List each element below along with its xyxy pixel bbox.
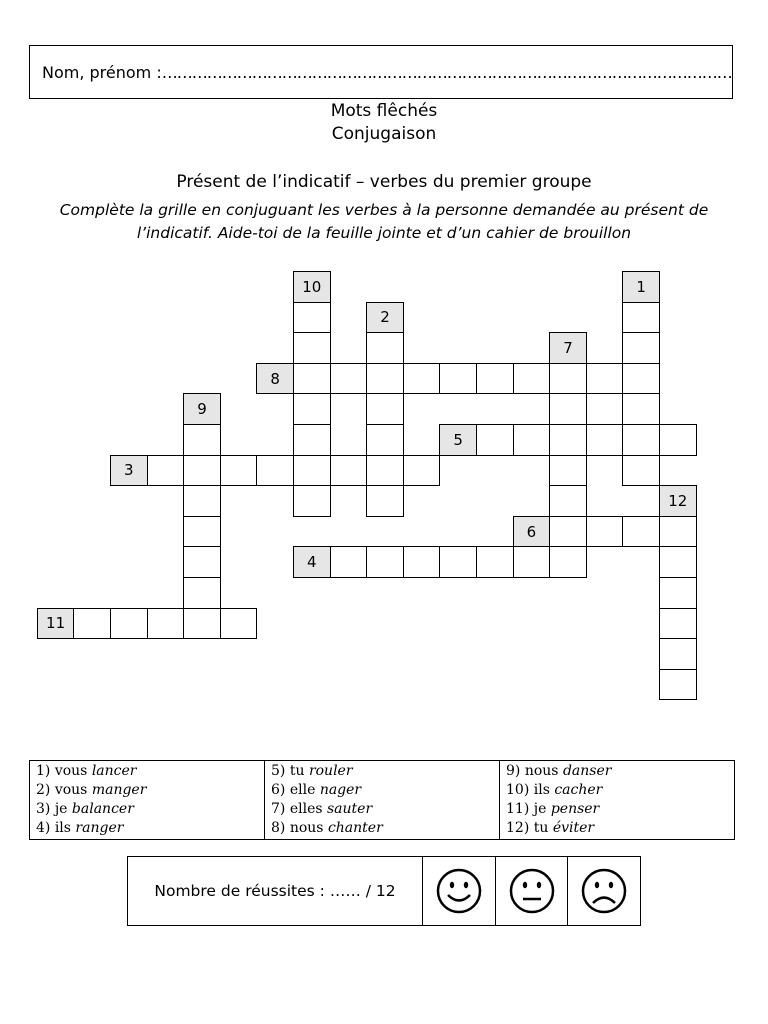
grid-cell[interactable] (110, 608, 148, 640)
grid-cell[interactable] (366, 332, 404, 364)
clue-verb: chanter (327, 820, 383, 836)
clue-verb: danser (562, 763, 612, 779)
clue-number-5: 5 (439, 424, 477, 456)
clue-pronoun: tu (289, 763, 305, 779)
clue-item (506, 819, 734, 838)
clue-number: 10) (506, 782, 530, 798)
neutral-face-option[interactable] (496, 857, 569, 925)
grid-cell[interactable] (476, 363, 514, 395)
clue-item (36, 819, 264, 838)
grid-cell[interactable] (366, 424, 404, 456)
clue-item (506, 781, 734, 800)
clue-verb: nager (319, 782, 362, 798)
grid-cell[interactable] (549, 363, 587, 395)
clue-verb: balancer (71, 801, 134, 817)
grid-cell[interactable] (293, 332, 331, 364)
grid-cell[interactable] (183, 485, 221, 517)
grid-cell[interactable] (330, 546, 368, 578)
grid-cell[interactable] (586, 363, 624, 395)
clue-number-8: 8 (256, 363, 294, 395)
grid-cell[interactable] (513, 424, 551, 456)
clue-pronoun: vous (54, 763, 88, 779)
clue-number-4: 4 (293, 546, 331, 578)
grid-cell[interactable] (183, 455, 221, 487)
clue-item (36, 781, 264, 800)
grid-cell[interactable] (403, 546, 441, 578)
worksheet-subtitle: Présent de l’indicatif – verbes du premier groupe (176, 172, 592, 192)
clue-item (271, 762, 499, 781)
clue-pronoun: tu (533, 820, 549, 836)
grid-cell[interactable] (293, 393, 331, 425)
clue-number-11: 11 (37, 608, 75, 640)
grid-cell[interactable] (403, 455, 441, 487)
grid-cell[interactable] (183, 424, 221, 456)
grid-cell[interactable] (622, 363, 660, 395)
clue-item (36, 762, 264, 781)
clue-number-3: 3 (110, 455, 148, 487)
name-dots: …………………………………………………………………………………………………… (161, 62, 732, 82)
clue-pronoun: elle (289, 782, 316, 798)
instructions: Complète la grille en conjuguant les verbes à la personne demandée au présent de l’indicatif. Aide-toi de la feuille jointe et d’un cahier de brouillon (59, 201, 709, 242)
grid-cell[interactable] (330, 363, 368, 395)
grid-cell[interactable] (659, 608, 697, 640)
grid-cell[interactable] (622, 302, 660, 334)
clue-verb: manger (91, 782, 147, 798)
clue-pronoun: je (533, 801, 547, 817)
grid-cell[interactable] (293, 485, 331, 517)
grid-cell[interactable] (293, 363, 331, 395)
grid-cell[interactable] (183, 516, 221, 548)
clue-number-7: 7 (549, 332, 587, 364)
clue-number: 11) (506, 801, 530, 817)
score-total: / 12 (365, 882, 396, 900)
grid-cell[interactable] (513, 546, 551, 578)
grid-cell[interactable] (439, 363, 477, 395)
clue-number-6: 6 (513, 516, 551, 548)
grid-cell[interactable] (366, 393, 404, 425)
name-label: Nom, prénom : (42, 62, 162, 82)
clue-number: 9) (506, 763, 521, 779)
clue-verb: penser (550, 801, 600, 817)
grid-cell[interactable] (403, 363, 441, 395)
grid-cell[interactable] (622, 424, 660, 456)
grid-cell[interactable] (659, 546, 697, 578)
name-field[interactable] (29, 45, 733, 99)
grid-cell[interactable] (659, 669, 697, 701)
clue-number-2: 2 (366, 302, 404, 334)
clue-verb: rouler (308, 763, 353, 779)
happy-face-icon (435, 867, 483, 915)
grid-cell[interactable] (622, 455, 660, 487)
grid-cell[interactable] (513, 363, 551, 395)
sad-face-option[interactable] (568, 857, 640, 925)
clue-verb: éviter (552, 820, 595, 836)
clue-number-1: 1 (622, 271, 660, 303)
grid-cell[interactable] (220, 608, 258, 640)
clue-pronoun: ils (533, 782, 550, 798)
grid-cell[interactable] (147, 608, 185, 640)
clue-column (30, 761, 264, 839)
score-label: Nombre de réussites : (154, 882, 325, 900)
clue-number-12: 12 (659, 485, 697, 517)
score-text (128, 857, 423, 925)
clue-item (271, 819, 499, 838)
worksheet-topic: Conjugaison (331, 124, 437, 144)
grid-cell[interactable] (586, 424, 624, 456)
clue-pronoun: nous (289, 820, 324, 836)
grid-cell[interactable] (476, 424, 514, 456)
grid-cell[interactable] (183, 577, 221, 609)
grid-cell[interactable] (147, 455, 185, 487)
grid-cell[interactable] (183, 546, 221, 578)
grid-cell[interactable] (659, 638, 697, 670)
clue-verb: cacher (554, 782, 603, 798)
grid-cell[interactable] (439, 546, 477, 578)
clue-number: 12) (506, 820, 530, 836)
grid-cell[interactable] (330, 455, 368, 487)
clue-number: 2) (36, 782, 51, 798)
grid-cell[interactable] (622, 393, 660, 425)
clue-pronoun: vous (54, 782, 88, 798)
score-box (127, 856, 641, 926)
grid-cell[interactable] (549, 516, 587, 548)
grid-cell[interactable] (366, 546, 404, 578)
grid-cell[interactable] (366, 363, 404, 395)
clue-verb: lancer (91, 763, 137, 779)
sad-face-icon (580, 867, 628, 915)
grid-cell[interactable] (549, 546, 587, 578)
grid-cell[interactable] (549, 485, 587, 517)
clue-item (271, 781, 499, 800)
grid-cell[interactable] (220, 455, 258, 487)
clue-column (499, 761, 734, 839)
clue-number: 1) (36, 763, 51, 779)
clue-item (506, 800, 734, 819)
clue-number-10: 10 (293, 271, 331, 303)
grid-cell[interactable] (549, 393, 587, 425)
grid-cell[interactable] (622, 332, 660, 364)
grid-cell[interactable] (549, 455, 587, 487)
grid-cell[interactable] (622, 516, 660, 548)
grid-cell[interactable] (73, 608, 111, 640)
grid-cell[interactable] (366, 455, 404, 487)
grid-cell[interactable] (293, 302, 331, 334)
clue-table (29, 760, 735, 840)
grid-cell[interactable] (659, 577, 697, 609)
score-blank[interactable]: …… (329, 882, 361, 900)
grid-cell[interactable] (293, 455, 331, 487)
grid-cell[interactable] (586, 516, 624, 548)
worksheet-title: Mots flêchés (330, 101, 438, 121)
clue-number: 5) (271, 763, 286, 779)
clue-pronoun: je (54, 801, 68, 817)
clue-number: 6) (271, 782, 286, 798)
clue-number: 8) (271, 820, 286, 836)
grid-cell[interactable] (256, 455, 294, 487)
clue-pronoun: nous (524, 763, 559, 779)
neutral-face-icon (508, 867, 556, 915)
grid-cell[interactable] (293, 424, 331, 456)
clue-number: 3) (36, 801, 51, 817)
clue-pronoun: elles (289, 801, 323, 817)
grid-cell[interactable] (476, 546, 514, 578)
grid-cell[interactable] (549, 424, 587, 456)
grid-cell[interactable] (659, 424, 697, 456)
grid-cell[interactable] (659, 516, 697, 548)
clue-item (506, 762, 734, 781)
grid-cell[interactable] (183, 608, 221, 640)
clue-number-9: 9 (183, 393, 221, 425)
clue-pronoun: ils (54, 820, 71, 836)
clue-item (271, 800, 499, 819)
clue-column (264, 761, 499, 839)
clue-number: 4) (36, 820, 51, 836)
clue-verb: ranger (75, 820, 124, 836)
grid-cell[interactable] (366, 485, 404, 517)
clue-item (36, 800, 264, 819)
clue-number: 7) (271, 801, 286, 817)
clue-verb: sauter (327, 801, 373, 817)
happy-face-option[interactable] (423, 857, 496, 925)
